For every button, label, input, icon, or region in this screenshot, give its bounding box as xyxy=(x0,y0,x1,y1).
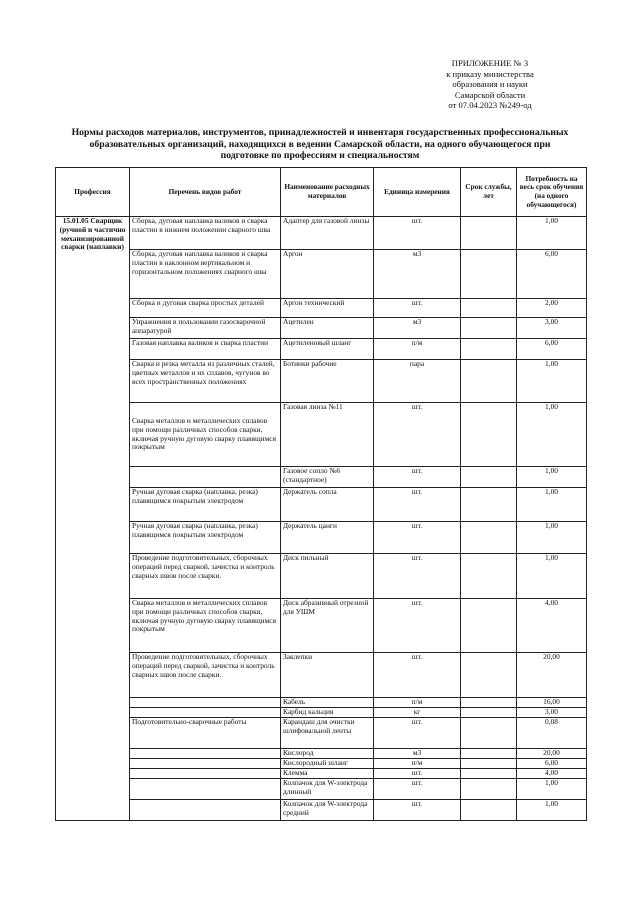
unit-cell: шт. xyxy=(374,769,461,779)
material-cell: Кислородный шланг xyxy=(281,759,374,769)
work-type-cell: Подготовительно-сварочные работы xyxy=(130,718,281,749)
work-type-cell: Сварка металлов и металлических сплавов при помощи различных способов сварки, включая ручную дуговую сварку плавящимся покрытым xyxy=(130,403,281,467)
table-header-row xyxy=(56,168,587,217)
table-row xyxy=(56,779,587,800)
term-cell xyxy=(461,653,517,698)
term-cell xyxy=(461,522,517,554)
table-row xyxy=(56,318,587,339)
qty-cell: 4,00 xyxy=(517,769,587,779)
unit-cell: шт. xyxy=(374,653,461,698)
unit-cell: п/м xyxy=(374,339,461,360)
table-row xyxy=(56,403,587,467)
qty-cell: 1,00 xyxy=(517,488,587,522)
appendix-line: Самарской области xyxy=(454,89,526,100)
table-row xyxy=(56,769,587,779)
work-type-cell: Сборка и дуговая сварка простых деталей xyxy=(130,299,281,318)
unit-cell: шт. xyxy=(374,488,461,522)
unit-cell: шт. xyxy=(374,403,461,467)
term-cell xyxy=(461,488,517,522)
table-row xyxy=(56,698,587,708)
term-cell xyxy=(461,318,517,339)
qty-cell: 16,00 xyxy=(517,698,587,708)
qty-cell: 1,00 xyxy=(517,800,587,821)
qty-cell: 1,00 xyxy=(517,467,587,488)
material-cell: Газовое сопло №6 (стандартное) xyxy=(281,467,374,488)
unit-cell: м3 xyxy=(374,318,461,339)
work-type-cell xyxy=(130,779,281,800)
norms-table xyxy=(55,167,587,821)
qty-cell: 3,00 xyxy=(517,708,587,718)
table-row xyxy=(56,522,587,554)
material-cell: Колпачок для W-электрода средний xyxy=(281,800,374,821)
qty-cell: 20,00 xyxy=(517,749,587,759)
header-unit: Единица измерения xyxy=(374,168,461,217)
term-cell xyxy=(461,800,517,821)
appendix-line: к приказу министерства xyxy=(446,68,534,79)
qty-cell: 1,00 xyxy=(517,217,587,250)
unit-cell: шт. xyxy=(374,467,461,488)
term-cell xyxy=(461,718,517,749)
unit-cell: кг xyxy=(374,708,461,718)
table-row xyxy=(56,599,587,653)
table-row xyxy=(56,299,587,318)
unit-cell: м3 xyxy=(374,749,461,759)
header-need: Потребность на весь срок обучения (на одного обучающегося) xyxy=(517,168,587,217)
qty-cell: 4,00 xyxy=(517,599,587,653)
qty-cell: 6,00 xyxy=(517,339,587,360)
qty-cell: 1,00 xyxy=(517,779,587,800)
qty-cell: 1,00 xyxy=(517,403,587,467)
material-cell: Клемма xyxy=(281,769,374,779)
term-cell xyxy=(461,467,517,488)
qty-cell: 6,00 xyxy=(517,250,587,299)
qty-cell: 2,00 xyxy=(517,299,587,318)
unit-cell: п/м xyxy=(374,759,461,769)
work-type-cell: Сварка и резка металла из различных сталей, цветных металлов и их сплавов, чугунов во всех пространственных положениях xyxy=(130,360,281,403)
term-cell xyxy=(461,299,517,318)
material-cell: Кислород xyxy=(281,749,374,759)
work-type-cell xyxy=(130,759,281,769)
term-cell xyxy=(461,749,517,759)
term-cell xyxy=(461,779,517,800)
work-type-cell: Газовая наплавка валиков и сварка пластин xyxy=(130,339,281,360)
qty-cell: 1,00 xyxy=(517,522,587,554)
work-type-cell xyxy=(130,467,281,488)
work-type-cell: Ручная дуговая сварка (наплавка, резка) плавящимся покрытым электродом xyxy=(130,488,281,522)
term-cell xyxy=(461,599,517,653)
material-cell: Аргон xyxy=(281,250,374,299)
work-type-cell xyxy=(130,698,281,708)
table-row xyxy=(56,467,587,488)
unit-cell: м3 xyxy=(374,250,461,299)
unit-cell: шт. xyxy=(374,554,461,599)
unit-cell: шт. xyxy=(374,599,461,653)
table-row xyxy=(56,759,587,769)
material-cell: Аргон технический xyxy=(281,299,374,318)
unit-cell: шт. xyxy=(374,779,461,800)
material-cell: Диск пильный xyxy=(281,554,374,599)
table-row xyxy=(56,708,587,718)
unit-cell: п/м xyxy=(374,698,461,708)
term-cell xyxy=(461,250,517,299)
unit-cell: пара xyxy=(374,360,461,403)
material-cell: Держатель сопла xyxy=(281,488,374,522)
term-cell xyxy=(461,554,517,599)
material-cell: Адаптер для газовой линзы xyxy=(281,217,374,250)
qty-cell: 20,00 xyxy=(517,653,587,698)
work-type-cell: Упражнения в пользовании газосварочной аппаратурой xyxy=(130,318,281,339)
material-cell: Ботинки рабочие xyxy=(281,360,374,403)
appendix-line: ПРИЛОЖЕНИЕ № 3 xyxy=(451,58,529,68)
qty-cell: 1,00 xyxy=(517,360,587,403)
work-type-cell: Сборка, дуговая наплавка валиков и сварка пластин в нижнем положении сварного шва xyxy=(130,217,281,250)
header-profession: Профессия xyxy=(56,168,130,217)
table-row xyxy=(56,488,587,522)
term-cell xyxy=(461,403,517,467)
unit-cell: шт. xyxy=(374,718,461,749)
work-type-cell xyxy=(130,749,281,759)
appendix-line: образования и науки xyxy=(452,79,528,90)
table-row xyxy=(56,749,587,759)
qty-cell: 6,00 xyxy=(517,759,587,769)
unit-cell: шт. xyxy=(374,299,461,318)
table-row xyxy=(56,800,587,821)
unit-cell: шт. xyxy=(374,522,461,554)
term-cell xyxy=(461,769,517,779)
table-row xyxy=(56,653,587,698)
work-type-cell: Проведение подготовительных, сборочных операций перед сваркой, зачистка и контроль сварных швов после сварки. xyxy=(130,653,281,698)
term-cell xyxy=(461,360,517,403)
work-type-cell xyxy=(130,800,281,821)
material-cell: Колпачок для W-электрода длинный xyxy=(281,779,374,800)
unit-cell: шт. xyxy=(374,217,461,250)
table-row xyxy=(56,554,587,599)
qty-cell: 0,08 xyxy=(517,718,587,749)
material-cell: Держатель цанги xyxy=(281,522,374,554)
material-cell: Газовая линза №11 xyxy=(281,403,374,467)
header-term: Срок службы, лет xyxy=(461,168,517,217)
header-work-types: Перечень видов работ xyxy=(130,168,281,217)
work-type-cell: Ручная дуговая сварка (наплавка, резка) плавящимся покрытым электродом xyxy=(130,522,281,554)
material-cell: Кабель xyxy=(281,698,374,708)
work-type-cell: Сварка металлов и металлических сплавов при помощи различных способов сварки, включая ручную дуговую сварку плавящимся покрытым xyxy=(130,599,281,653)
term-cell xyxy=(461,698,517,708)
term-cell xyxy=(461,759,517,769)
term-cell xyxy=(461,708,517,718)
table-row xyxy=(56,339,587,360)
work-type-cell: Проведение подготовительных, сборочных операций перед сваркой, зачистка и контроль сварных швов после сварки. xyxy=(130,554,281,599)
term-cell xyxy=(461,339,517,360)
table-row xyxy=(56,217,587,250)
table-row xyxy=(56,360,587,403)
header-material: Наименование расходных материалов xyxy=(281,168,374,217)
appendix-block xyxy=(420,58,560,111)
qty-cell: 3,00 xyxy=(517,318,587,339)
material-cell: Заклепки xyxy=(281,653,374,698)
term-cell xyxy=(461,217,517,250)
work-type-cell: Сборка, дуговая наплавка валиков и сварка пластин в наклонном вертикальном и горизонтальном положениях сварного шва xyxy=(130,250,281,299)
unit-cell: шт. xyxy=(374,800,461,821)
profession-cell: 15.01.05 Сварщик (ручной и частично механизированной сварки (наплавки) xyxy=(56,217,130,821)
work-type-cell xyxy=(130,708,281,718)
table-row xyxy=(56,718,587,749)
appendix-line: от 07.04.2023 №249-од xyxy=(448,100,532,111)
material-cell: Карандаш для очистки шлифовальной ленты xyxy=(281,718,374,749)
material-cell: Ацетиленовый шланг xyxy=(281,339,374,360)
material-cell: Диск абразивный отрезной для УШМ xyxy=(281,599,374,653)
table-row xyxy=(56,250,587,299)
material-cell: Карбид кальция xyxy=(281,708,374,718)
document-title: Нормы расходов материалов, инструментов, принадлежностей и инвентаря государственных профессиональных образовательных организаций, находящихся в ведении Самарской области, на одного обучающегося при подготовке по профессиям и специальностям xyxy=(71,127,569,162)
work-type-cell xyxy=(130,769,281,779)
qty-cell: 1,00 xyxy=(517,554,587,599)
material-cell: Ацетилен xyxy=(281,318,374,339)
